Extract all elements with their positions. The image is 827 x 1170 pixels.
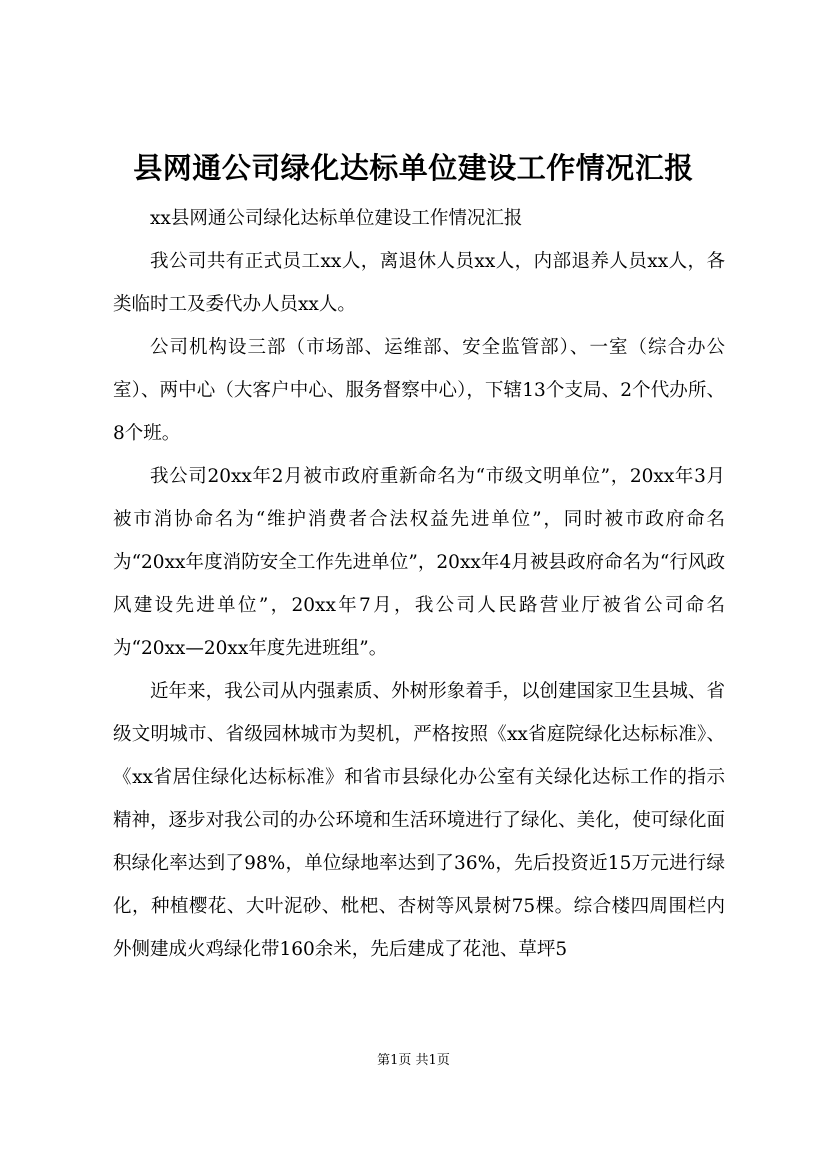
document-title: 县网通公司绿化达标单位建设工作情况汇报 <box>133 151 694 185</box>
page-footer: 第1页 共1页 <box>377 1053 450 1068</box>
paragraph-subtitle: xx县网通公司绿化达标单位建设工作情况汇报 <box>150 208 523 229</box>
document-body <box>113 197 725 971</box>
paragraph-organization: 公司机构设三部（市场部、运维部、安全监管部）、一室（综合办公室）、两中心（大客户中心、服务督察中心），下辖13个支局、2个代办所、8个班。 <box>113 337 725 444</box>
paragraph-honors: 我公司20xx年2月被市政府重新命名为“市级文明单位”，20xx年3月被市消协命名为“维护消费者合法权益先进单位”，同时被市政府命名为“20xx年度消防安全工作先进单位”，20xx年4月被县政府命名为“行风政风建设先进单位”，20xx年7月，我公司人民路营业厅被省公司命名为“20xx—20xx年度先进班组”。 <box>113 466 725 659</box>
paragraph-staff: 我公司共有正式员工xx人，离退休人员xx人，内部退养人员xx人，各类临时工及委代办人员xx人。 <box>113 251 725 315</box>
paragraph-greening: 近年来，我公司从内强素质、外树形象着手，以创建国家卫生县城、省级文明城市、省级园林城市为契机，严格按照《xx省庭院绿化达标标准》、《xx省居住绿化达标标准》和省市县绿化办公室有关绿化达标工作的指示精神，逐步对我公司的办公环境和生活环境进行了绿化、美化，使可绿化面积绿化率达到了98%，单位绿地率达到了36%，先后投资近15万元进行绿化，种植樱花、大叶泥砂、枇杷、杏树等风景树75棵。综合楼四周围栏内外侧建成火鸡绿化带160余米，先后建成了花池、草坪5 <box>113 681 725 960</box>
